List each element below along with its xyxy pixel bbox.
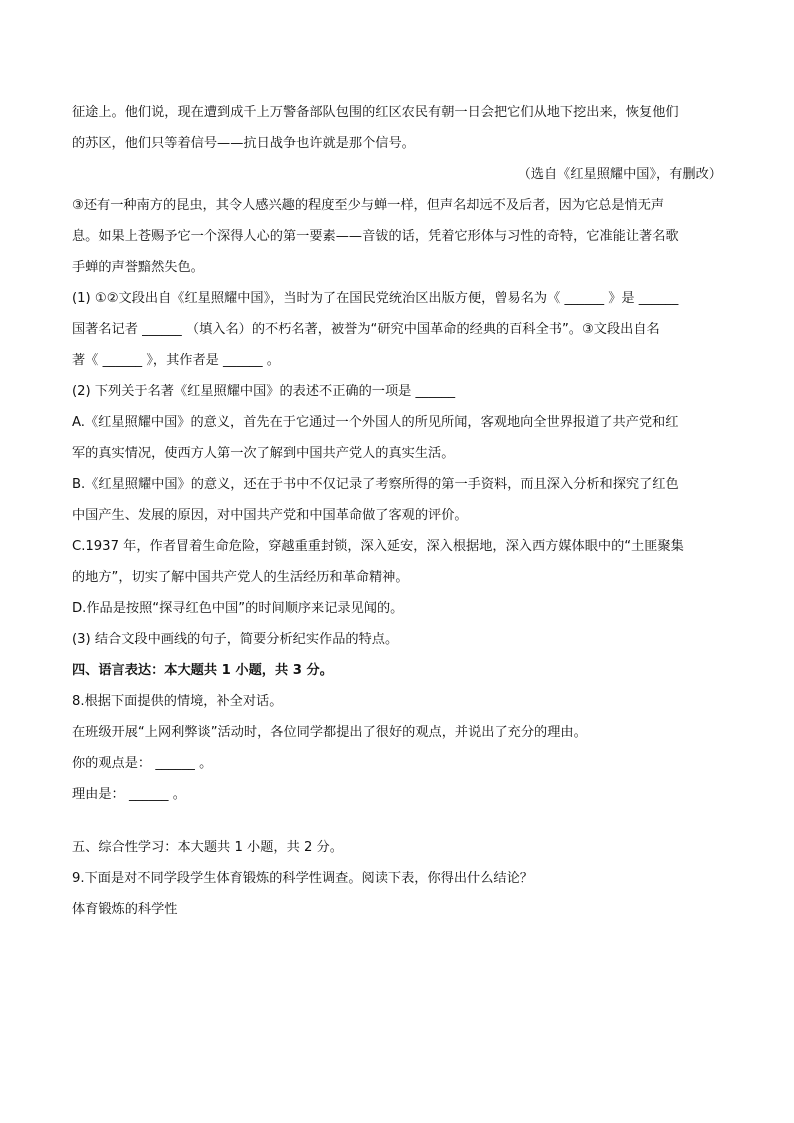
passage-line: ③还有一种南方的昆虫，其令人感兴趣的程度至少与蝉一样，但声名却远不及后者，因为它总是悄无声 <box>72 198 665 213</box>
option-a-line: 军的真实情况，使西方人第一次了解到中国共产党人的真实生活。 <box>72 446 455 461</box>
option-d-line: D.作品是按照“探寻红色中国”的时间顺序来记录见闻的。 <box>72 601 404 616</box>
document-page <box>72 97 722 925</box>
option-b-line: 中国产生、发展的原因，对中国共产党和中国革命做了客观的评价。 <box>72 508 468 523</box>
answer-line: 你的观点是： ______ 。 <box>72 756 213 771</box>
option-a-line: A.《红星照耀中国》的意义，首先在于它通过一个外国人的所见所闻，客观地向全世界报道了共产党和红 <box>72 415 679 430</box>
question-line: 国著名记者 ______ （填入名）的不朽名著，被誉为“研究中国革命的经典的百科全书”。③文段出自名 <box>72 322 660 337</box>
section-heading: 五、综合性学习：本大题共 1 小题，共 2 分。 <box>72 840 343 855</box>
question-line: (1) ①②文段出自《红星照耀中国》，当时为了在国民党统治区出版方便，曾易名为《 ______ 》是 ______ <box>72 291 679 306</box>
option-b-line: B.《红星照耀中国》的意义，还在于书中不仅记录了考察所得的第一手资料，而且深入分析和探究了红色 <box>72 477 679 492</box>
passage-line: 征途上。他们说，现在遭到成千上万警备部队包围的红区农民有朝一日会把它们从地下挖出来，恢复他们 <box>72 105 679 120</box>
question-line: (2) 下列关于名著《红星照耀中国》的表述不正确的一项是 ______ <box>72 384 456 399</box>
option-c-line: C.1937 年，作者冒着生命危险，穿越重重封锁，深入延安，深入根据地，深入西方媒体眼中的“土匪聚集 <box>72 539 684 554</box>
question-line: 著《 ______ 》，其作者是 ______ 。 <box>72 353 280 368</box>
passage-line: 的苏区，他们只等着信号——抗日战争也许就是那个信号。 <box>72 136 415 151</box>
section-spacer <box>72 810 722 832</box>
question-line: 8.根据下面提供的情境，补全对话。 <box>72 694 283 709</box>
question-line: (3) 结合文段中画线的句子，简要分析纪实作品的特点。 <box>72 632 399 647</box>
answer-line: 理由是： ______ 。 <box>72 787 186 802</box>
passage-line: 息。如果上苍赐予它一个深得人心的第一要素——音钹的话，凭着它形体与习性的奇特，它准能让著名歌 <box>72 229 679 244</box>
option-c-line: 的地方”，切实了解中国共产党人的生活经历和革命精神。 <box>72 570 409 585</box>
question-line: 9.下面是对不同学段学生体育锻炼的科学性调查。阅读下表，你得出什么结论？ <box>72 871 533 886</box>
passage-line: 手蝉的声誉黯然失色。 <box>72 260 204 275</box>
source-citation: （选自《红星照耀中国》，有删改） <box>517 167 722 182</box>
question-line: 在班级开展“上网利弊谈”活动时，各位同学都提出了很好的观点，并说出了充分的理由。 <box>72 725 587 740</box>
section-heading: 四、语言表达：本大题共 1 小题，共 3 分。 <box>72 663 333 678</box>
table-caption: 体育锻炼的科学性 <box>72 902 178 917</box>
